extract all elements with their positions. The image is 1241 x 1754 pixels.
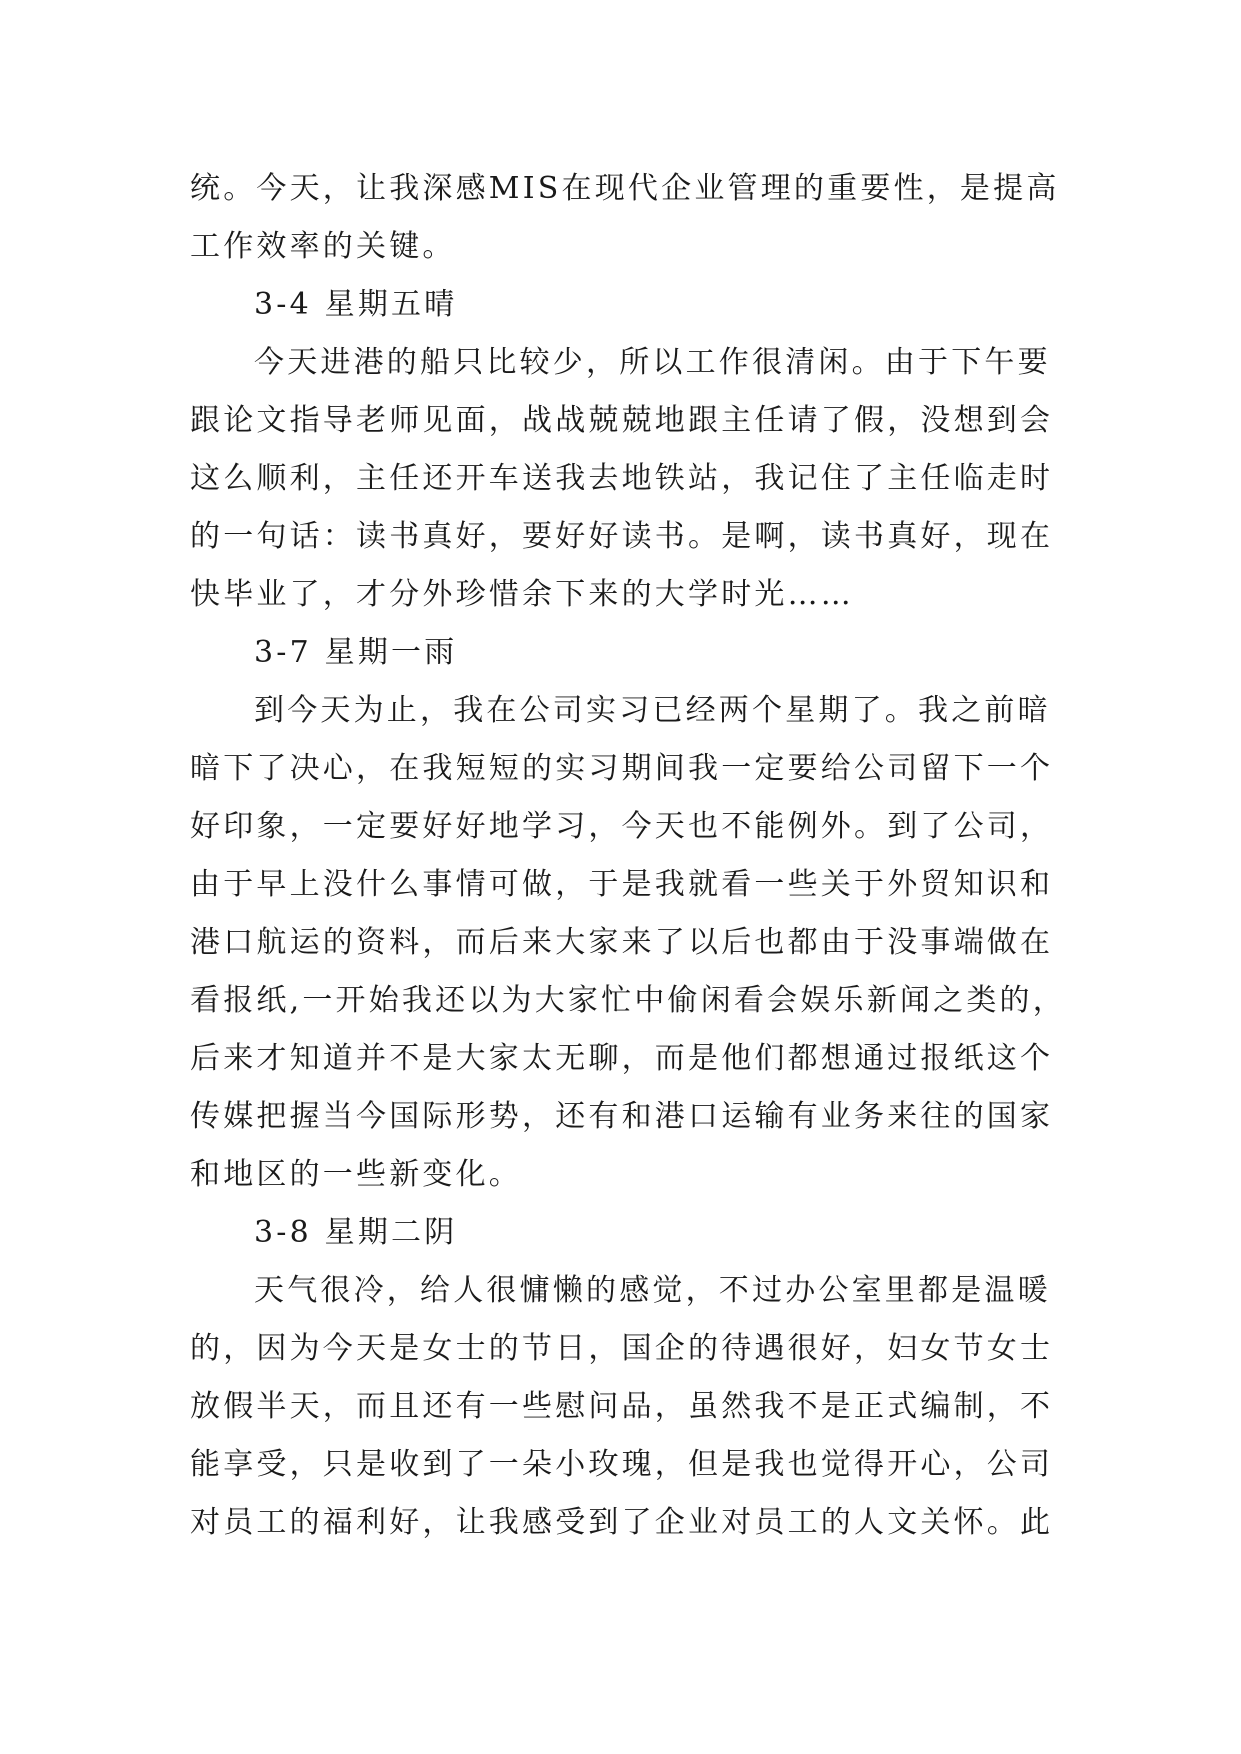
paragraph-line: 这么顺利，主任还开车送我去地铁站，我记住了主任临走时 (190, 461, 1054, 496)
diary-date-heading: 3-8 星期二阴 (254, 1215, 458, 1250)
paragraph-line: 传媒把握当今国际形势，还有和港口运输有业务来往的国家 (190, 1099, 1054, 1134)
document-body (190, 160, 1066, 1552)
paragraph-line: 天气很冷，给人很慵懒的感觉，不过办公室里都是温暖 (254, 1273, 1051, 1308)
paragraph-line: 统。今天，让我深感MIS在现代企业管理的重要性，是提高 (190, 171, 1060, 206)
paragraph-line: 能享受，只是收到了一朵小玫瑰，但是我也觉得开心，公司 (190, 1447, 1054, 1482)
paragraph-line: 快毕业了，才分外珍惜余下来的大学时光…… (190, 577, 854, 612)
paragraph-line: 对员工的福利好，让我感受到了企业对员工的人文关怀。此 (190, 1505, 1054, 1540)
paragraph-line: 和地区的一些新变化。 (190, 1157, 522, 1192)
paragraph-line: 港口航运的资料，而后来大家来了以后也都由于没事端做在 (190, 925, 1054, 960)
paragraph-line: 好印象，一定要好好地学习，今天也不能例外。到了公司， (190, 809, 1054, 844)
paragraph-line: 跟论文指导老师见面，战战兢兢地跟主任请了假，没想到会 (190, 403, 1054, 438)
paragraph-line: 到今天为止，我在公司实习已经两个星期了。我之前暗 (254, 693, 1051, 728)
paragraph-line: 后来才知道并不是大家太无聊，而是他们都想通过报纸这个 (190, 1041, 1054, 1076)
paragraph-line: 由于早上没什么事情可做，于是我就看一些关于外贸知识和 (190, 867, 1054, 902)
paragraph-line: 今天进港的船只比较少，所以工作很清闲。由于下午要 (254, 345, 1051, 380)
paragraph-line: 工作效率的关键。 (190, 229, 456, 264)
paragraph-line: 的，因为今天是女士的节日，国企的待遇很好，妇女节女士 (190, 1331, 1054, 1366)
diary-date-heading: 3-4 星期五晴 (254, 287, 458, 322)
paragraph-line: 看报纸,一开始我还以为大家忙中偷闲看会娱乐新闻之类的， (190, 983, 1066, 1018)
paragraph-line: 放假半天，而且还有一些慰问品，虽然我不是正式编制，不 (190, 1389, 1054, 1424)
diary-date-heading: 3-7 星期一雨 (254, 635, 458, 670)
paragraph-line: 暗下了决心，在我短短的实习期间我一定要给公司留下一个 (190, 751, 1054, 786)
paragraph-line: 的一句话：读书真好，要好好读书。是啊，读书真好，现在 (190, 519, 1054, 554)
